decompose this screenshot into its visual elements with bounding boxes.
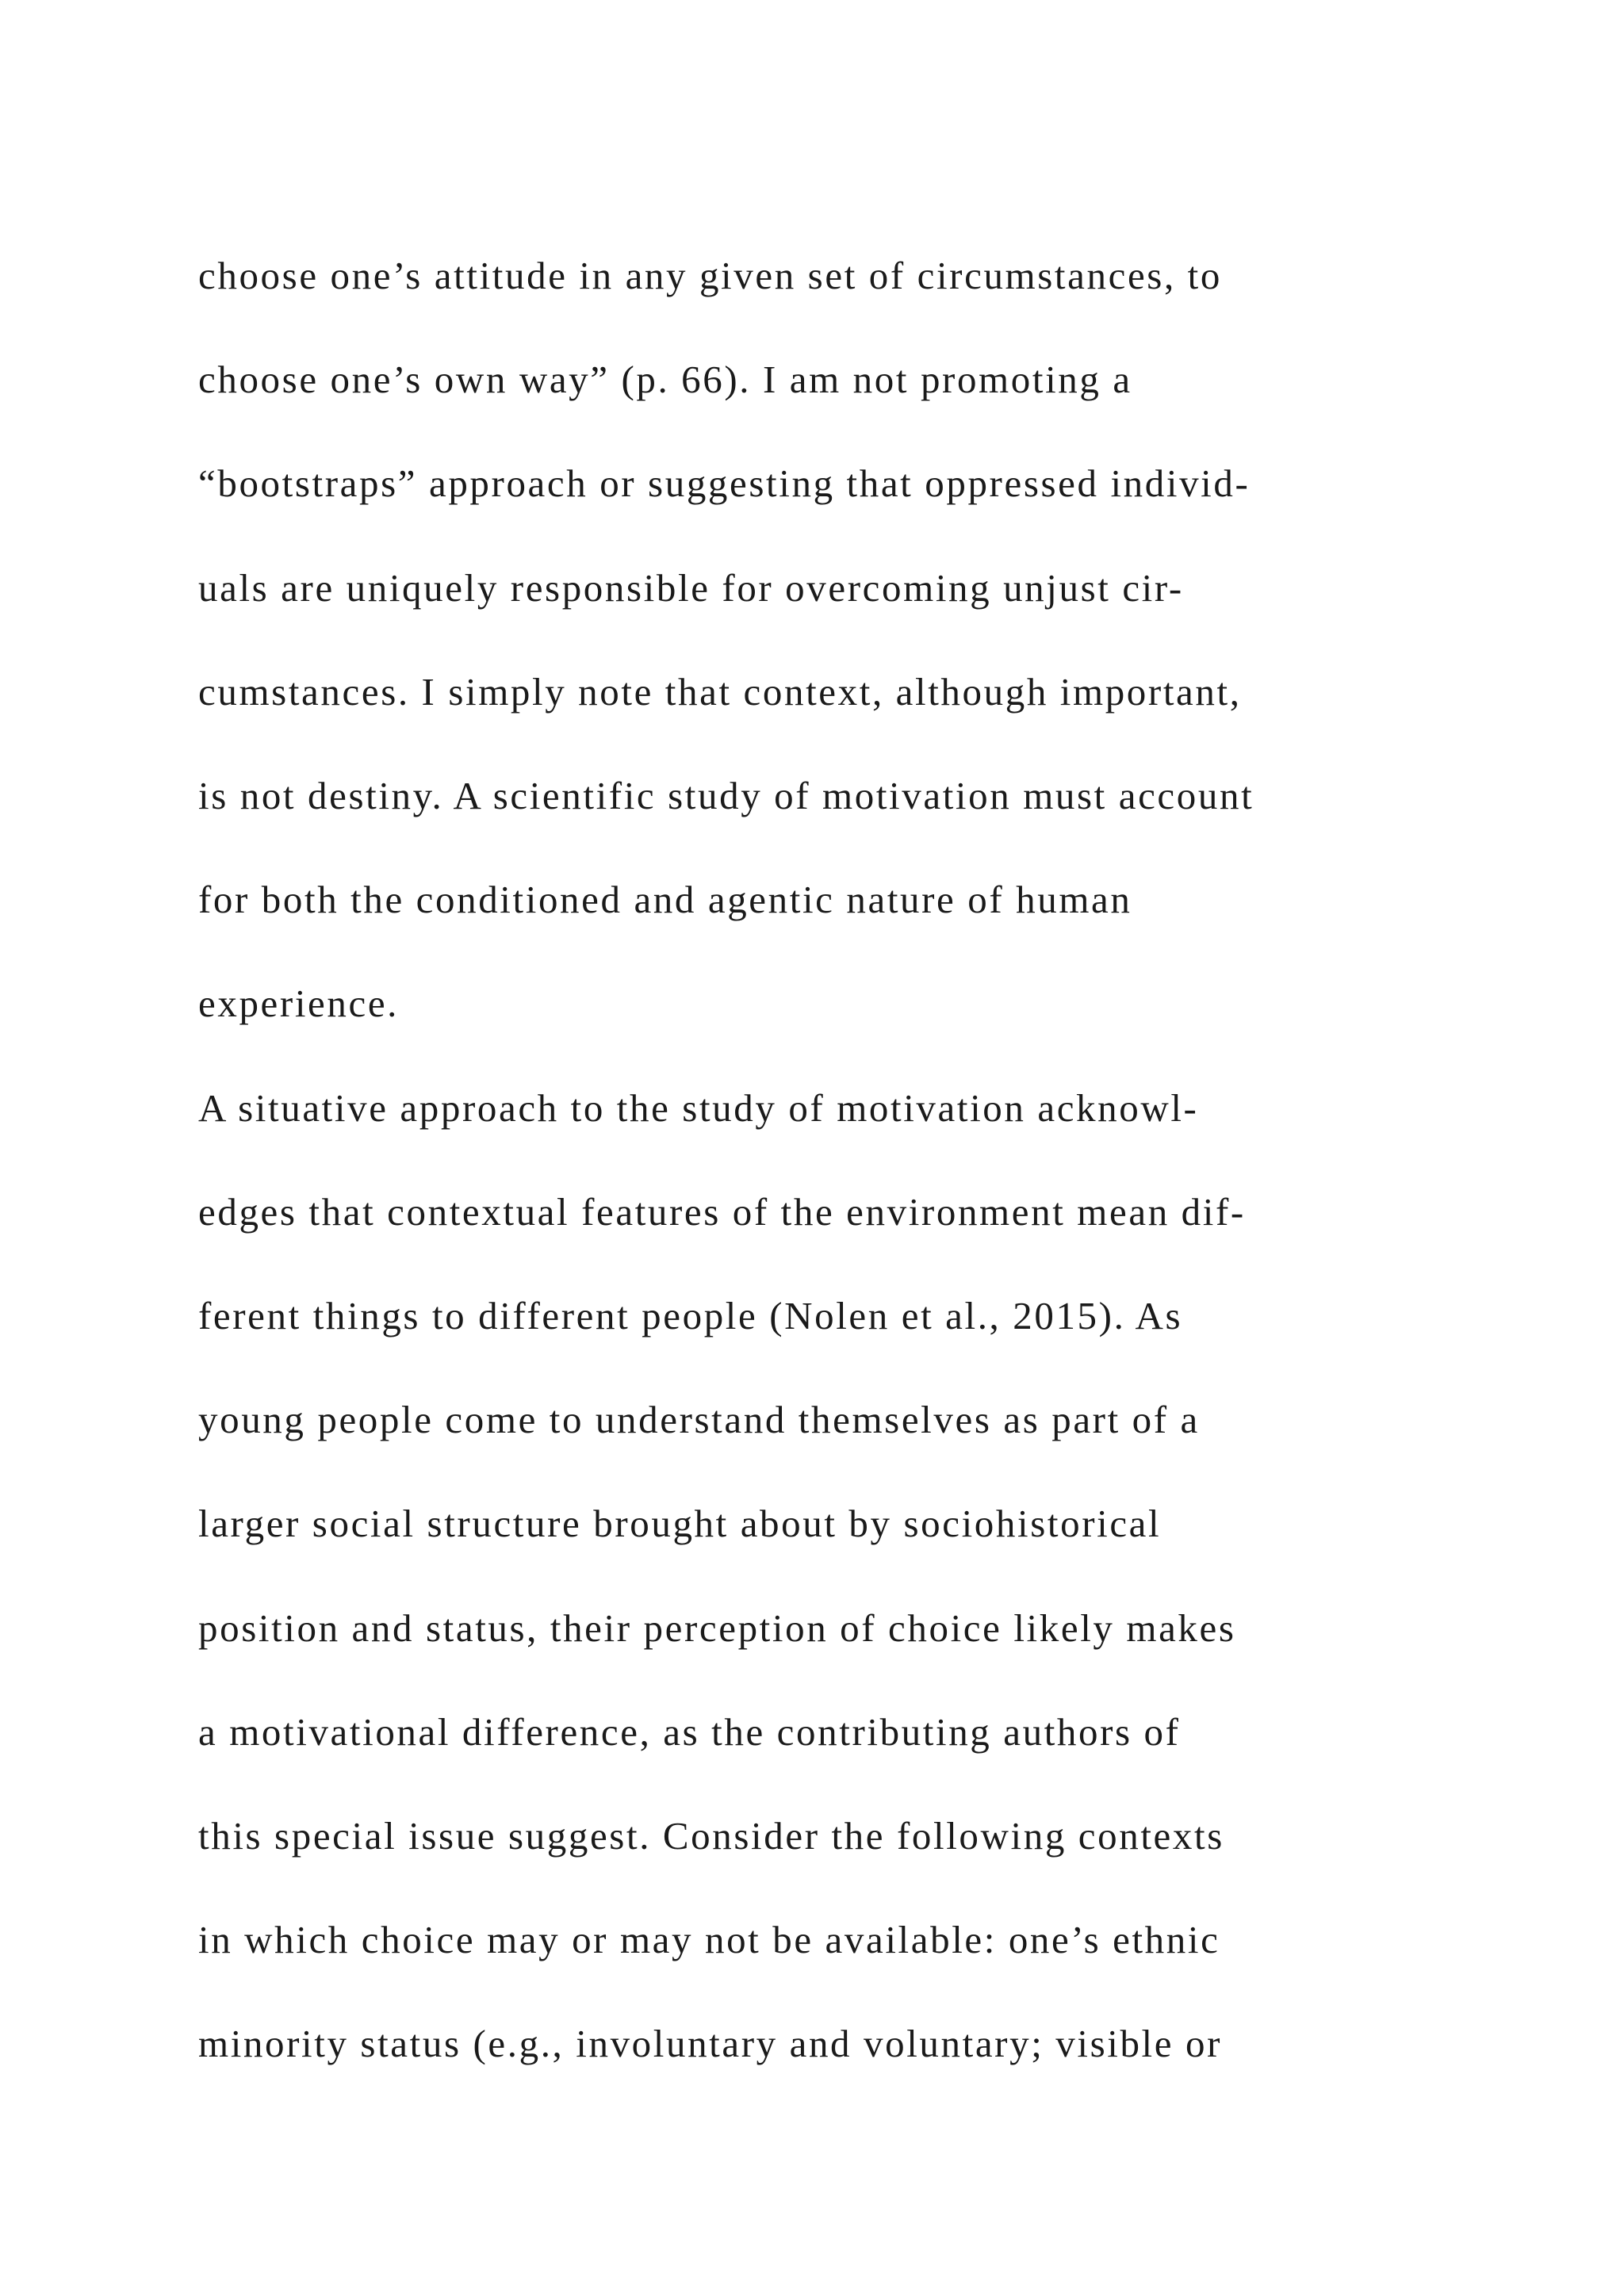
text-line: A situative approach to the study of motivation acknowl-: [198, 1086, 1199, 1130]
text-line: experience.: [198, 982, 400, 1025]
text-line: edges that contextual features of the environment mean dif-: [198, 1190, 1246, 1234]
text-line: a motivational difference, as the contributing authors of: [198, 1710, 1181, 1754]
text-line: young people come to understand themselves as part of a: [198, 1398, 1200, 1441]
text-line: this special issue suggest. Consider the following contexts: [198, 1814, 1224, 1858]
text-line: is not destiny. A scientific study of motivation must account: [198, 774, 1254, 817]
text-line: for both the conditioned and agentic nature of human: [198, 878, 1132, 921]
text-line: position and status, their perception of choice likely makes: [198, 1606, 1236, 1650]
text-line: cumstances. I simply note that context, although important,: [198, 670, 1242, 714]
text-line: choose one’s own way” (p. 66). I am not promoting a: [198, 358, 1132, 401]
text-line: ferent things to different people (Nolen et al., 2015). As: [198, 1294, 1183, 1337]
text-line: uals are uniquely responsible for overcoming unjust cir-: [198, 566, 1184, 610]
text-line: choose one’s attitude in any given set of circumstances, to: [198, 254, 1222, 297]
text-line: minority status (e.g., involuntary and voluntary; visible or: [198, 2022, 1222, 2065]
text-line: in which choice may or may not be available: one’s ethnic: [198, 1918, 1220, 1961]
text-line: “bootstraps” approach or suggesting that oppressed individ-: [198, 461, 1251, 505]
text-line: larger social structure brought about by sociohistorical: [198, 1502, 1162, 1545]
